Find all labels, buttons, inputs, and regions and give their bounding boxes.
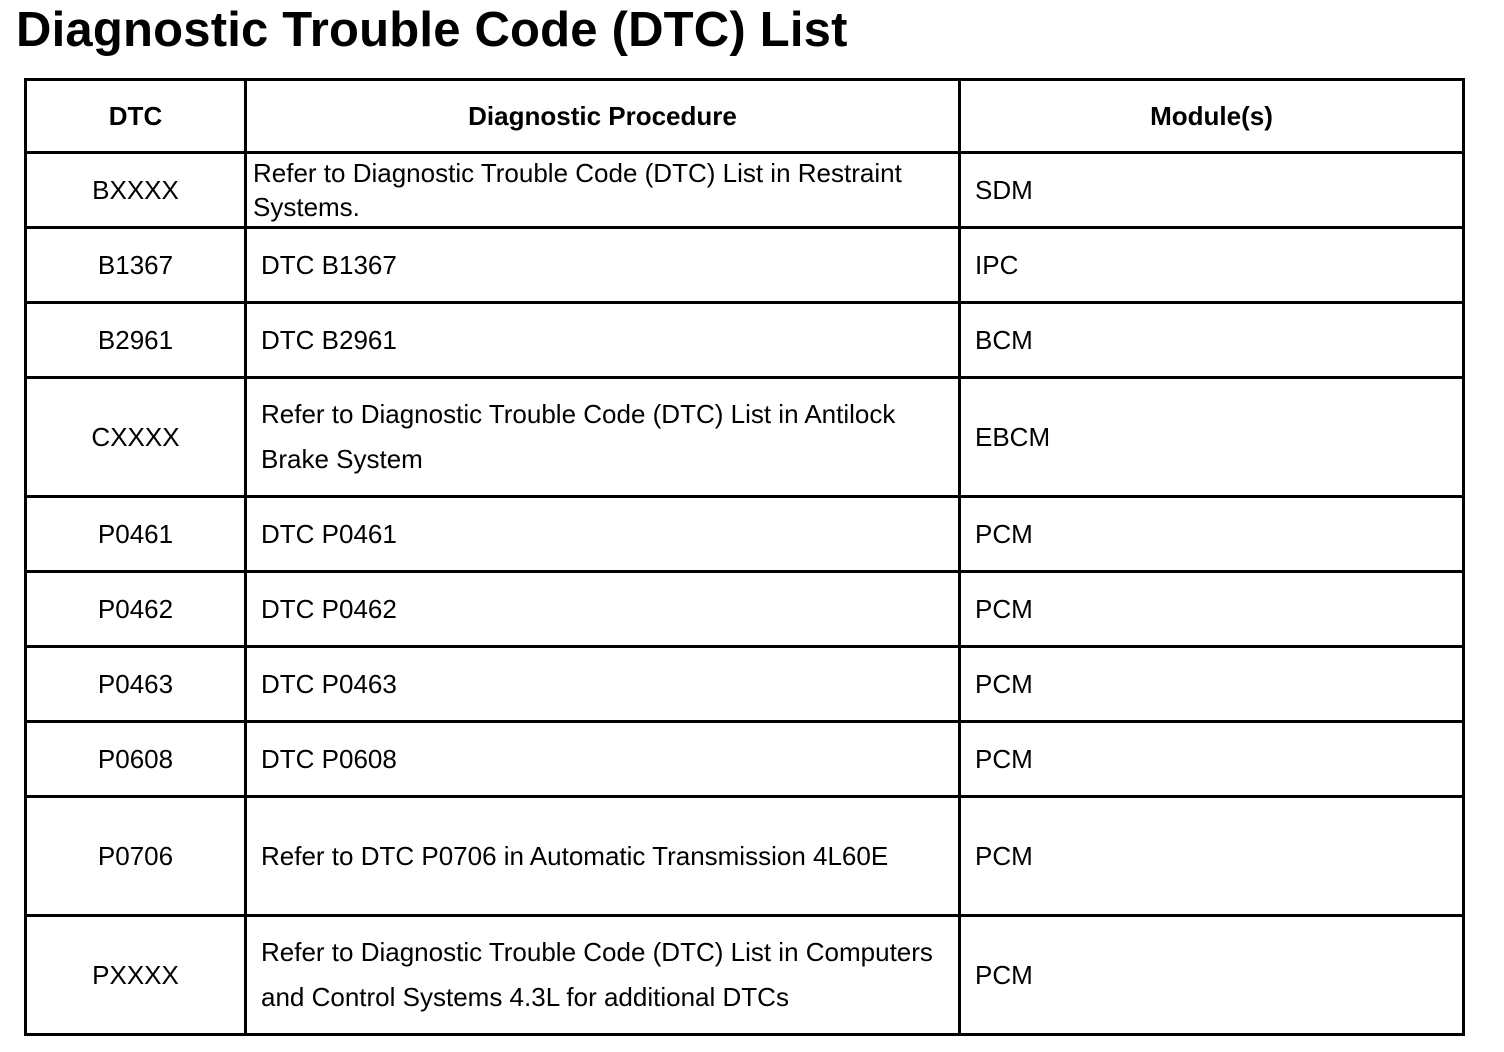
dtc-code: B1367	[26, 228, 246, 303]
module: PCM	[960, 797, 1464, 916]
module: SDM	[960, 153, 1464, 228]
dtc-code: P0461	[26, 497, 246, 572]
dtc-code: CXXXX	[26, 378, 246, 497]
dtc-code: B2961	[26, 303, 246, 378]
diagnostic-procedure: DTC B2961	[246, 303, 960, 378]
table-row	[26, 497, 1464, 572]
dtc-code: P0706	[26, 797, 246, 916]
table-row	[26, 797, 1464, 916]
header-dtc: DTC	[26, 80, 246, 153]
dtc-code: P0463	[26, 647, 246, 722]
diagnostic-procedure: DTC B1367	[246, 228, 960, 303]
diagnostic-procedure: Refer to Diagnostic Trouble Code (DTC) List in Antilock Brake System	[246, 378, 960, 497]
diagnostic-procedure: Refer to Diagnostic Trouble Code (DTC) List in Restraint Systems.	[246, 153, 960, 228]
diagnostic-procedure: DTC P0462	[246, 572, 960, 647]
dtc-code: P0608	[26, 722, 246, 797]
module: PCM	[960, 722, 1464, 797]
diagnostic-procedure: DTC P0461	[246, 497, 960, 572]
module: PCM	[960, 497, 1464, 572]
table-row	[26, 916, 1464, 1035]
table-row	[26, 722, 1464, 797]
table-row	[26, 647, 1464, 722]
table-row	[26, 153, 1464, 228]
module: PCM	[960, 572, 1464, 647]
table-header-row	[26, 80, 1464, 153]
dtc-code: BXXXX	[26, 153, 246, 228]
header-modules: Module(s)	[960, 80, 1464, 153]
diagnostic-procedure: Refer to Diagnostic Trouble Code (DTC) List in Computers and Control Systems 4.3L for additional DTCs	[246, 916, 960, 1035]
dtc-code: PXXXX	[26, 916, 246, 1035]
module: IPC	[960, 228, 1464, 303]
module: PCM	[960, 647, 1464, 722]
table-row	[26, 572, 1464, 647]
diagnostic-procedure: Refer to DTC P0706 in Automatic Transmission 4L60E	[246, 797, 960, 916]
table-row	[26, 228, 1464, 303]
dtc-code: P0462	[26, 572, 246, 647]
diagnostic-procedure: DTC P0463	[246, 647, 960, 722]
module: PCM	[960, 916, 1464, 1035]
diagnostic-procedure: DTC P0608	[246, 722, 960, 797]
module: BCM	[960, 303, 1464, 378]
table-row	[26, 303, 1464, 378]
module: EBCM	[960, 378, 1464, 497]
page-title: Diagnostic Trouble Code (DTC) List	[16, 3, 848, 57]
table-row	[26, 378, 1464, 497]
header-diagnostic-procedure: Diagnostic Procedure	[246, 80, 960, 153]
dtc-table	[24, 78, 1465, 1036]
